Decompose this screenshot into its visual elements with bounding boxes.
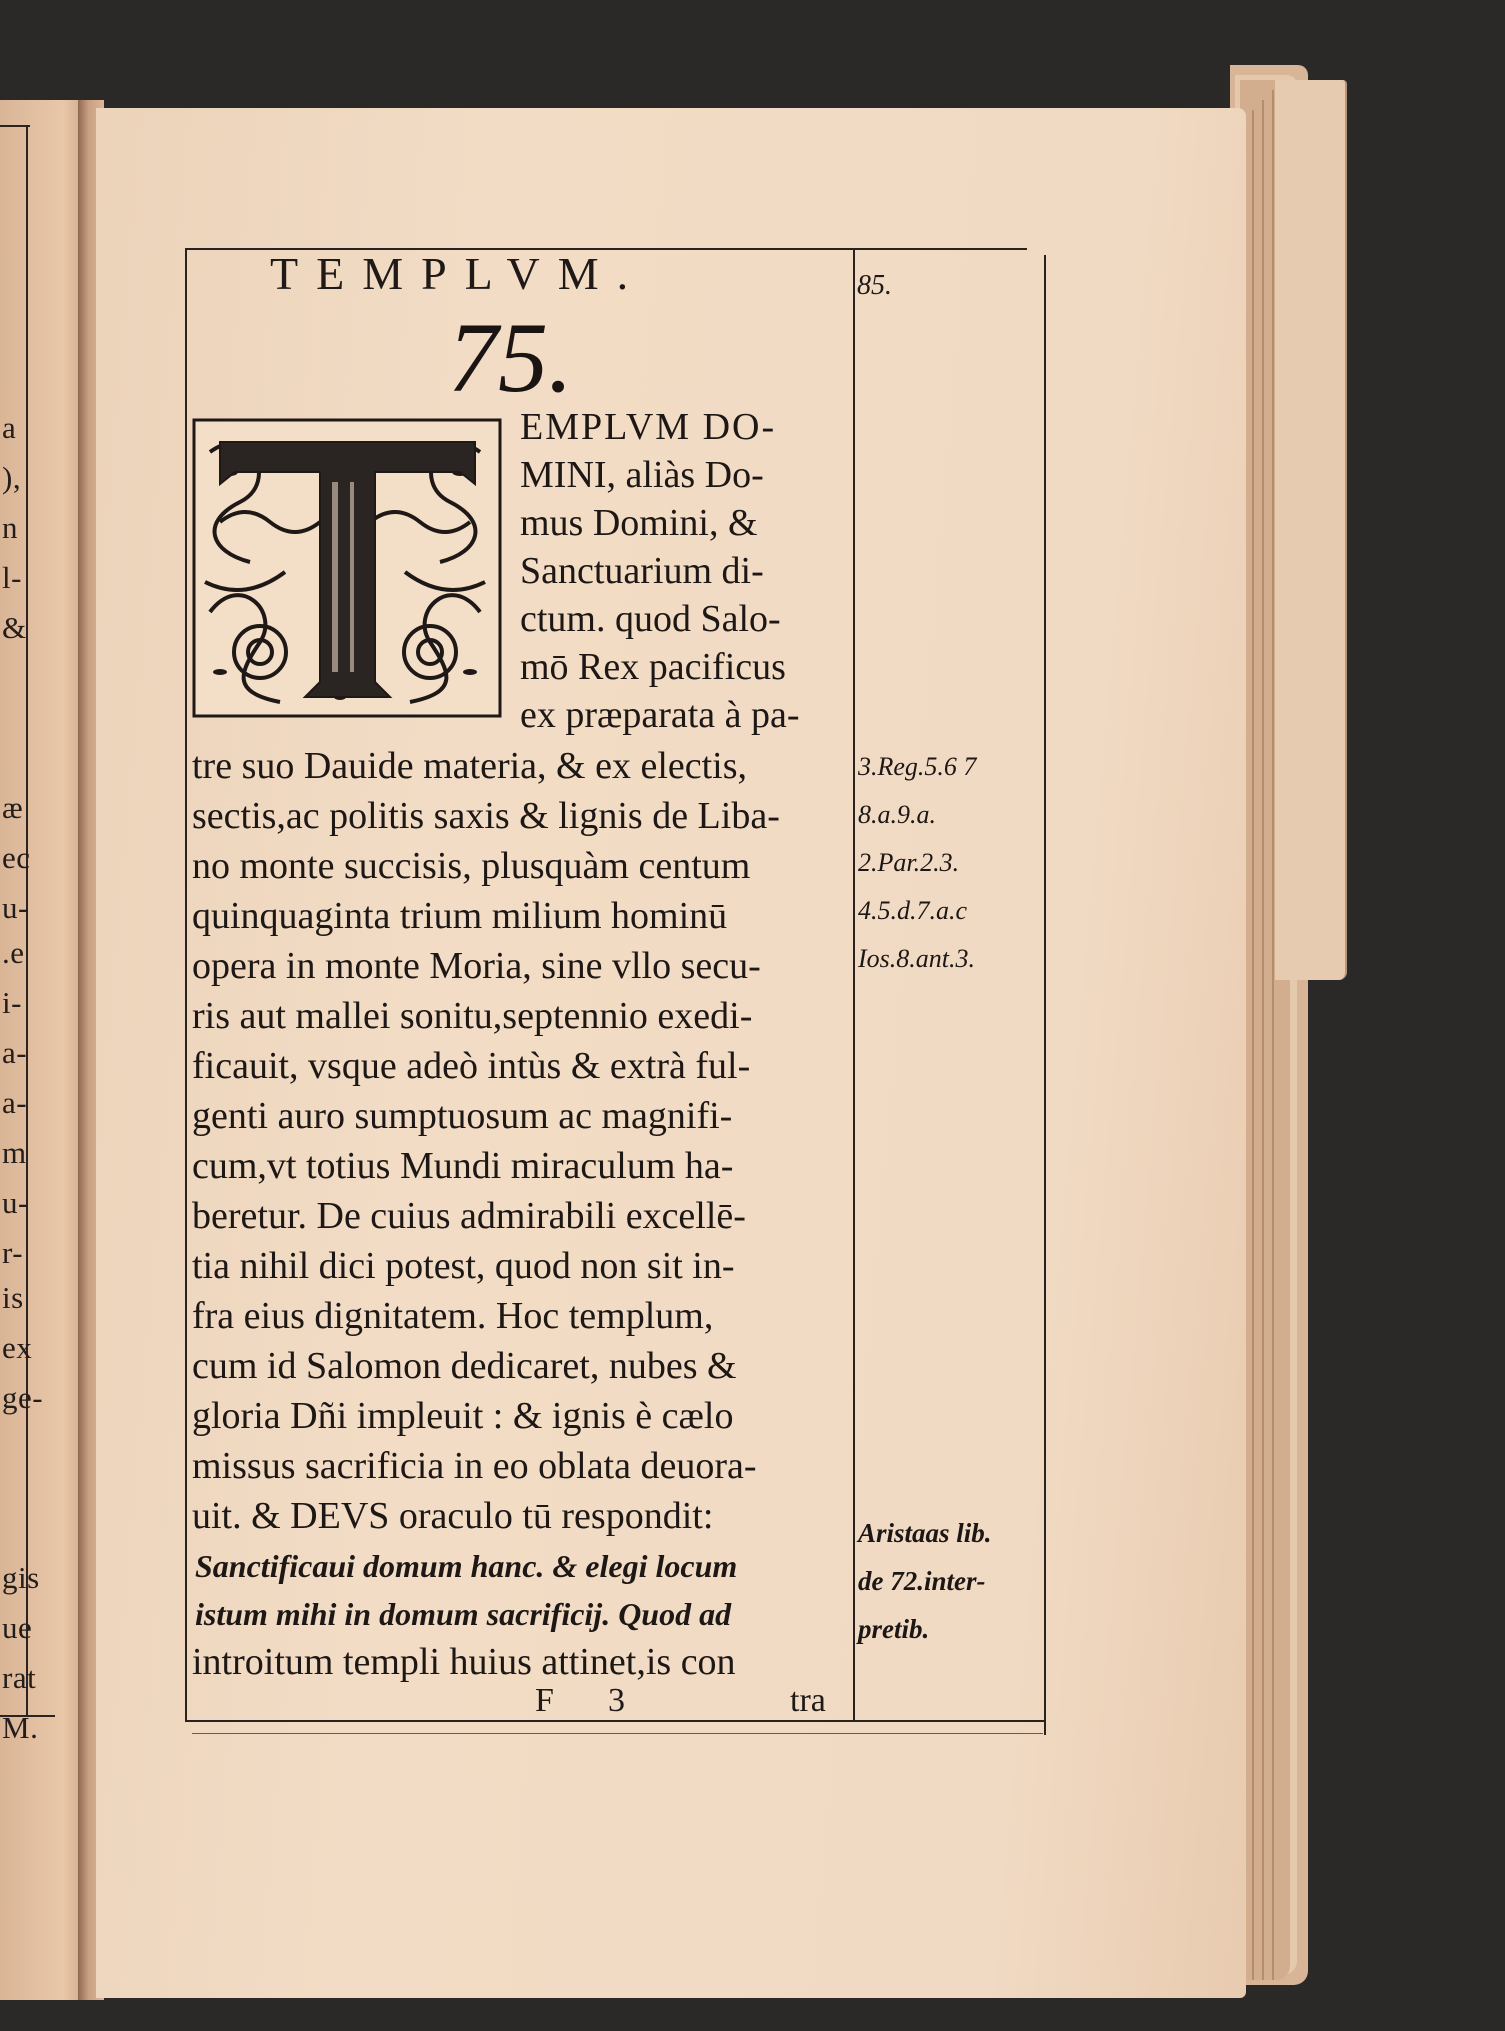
left-page-fragment: .e — [2, 935, 25, 970]
frame-right-rule — [1044, 255, 1046, 1735]
body-line-italic: istum mihi in domum sacrificij. Quod ad — [195, 1596, 732, 1632]
left-page-fragment: rat — [2, 1660, 37, 1695]
left-page-fragment: u- — [2, 1185, 29, 1220]
chapter-number: 75. — [448, 302, 573, 413]
left-page-fragment: i- — [2, 985, 22, 1020]
body-line: mus Domini, & — [520, 502, 758, 544]
margin-reference: 8.a.9.a. — [858, 800, 936, 829]
body-line: cum,vt totius Mundi miraculum ha- — [192, 1145, 734, 1187]
left-page-fragment: m — [2, 1135, 27, 1170]
left-page-fragment: n — [2, 510, 18, 545]
body-line: ris aut mallei sonitu,septennio exedi- — [192, 995, 753, 1037]
left-page-fragment: l- — [2, 560, 22, 595]
frame-inner-rule — [192, 1733, 1043, 1734]
body-line: sectis,ac politis saxis & lignis de Liba- — [192, 795, 780, 837]
catchword: tra — [790, 1682, 826, 1719]
page-number: 85. — [857, 270, 892, 301]
page-edge-line — [1272, 90, 1274, 1980]
margin-reference: 2.Par.2.3. — [858, 848, 960, 877]
left-page-fragment: a- — [2, 1035, 28, 1070]
left-page-fragment: a- — [2, 1085, 28, 1120]
left-page-fragment: u- — [2, 890, 29, 925]
body-line: MINI, aliàs Do- — [520, 454, 764, 496]
page-edge-line — [1262, 100, 1264, 1980]
margin-note-aristeas: de 72.inter- — [858, 1566, 986, 1596]
body-line-italic: Sanctificaui domum hanc. & elegi locum — [195, 1548, 738, 1584]
margin-reference: 4.5.d.7.a.c — [858, 896, 968, 925]
left-page-fragment: ue — [2, 1610, 33, 1645]
bleed-through — [880, 290, 889, 332]
left-page-fragment: ge- — [2, 1380, 44, 1415]
signature-number: 3 — [608, 1682, 625, 1719]
left-page-fragment: æ — [2, 790, 24, 825]
left-page-fragment: ex — [2, 1330, 33, 1365]
left-page-fragment: is — [2, 1280, 24, 1315]
protruding-leaf — [1275, 80, 1347, 980]
body-line: ex præparata à pa- — [520, 694, 800, 736]
left-page-fragment: & — [2, 610, 27, 645]
body-line: no monte succisis, plusquàm centum — [192, 845, 751, 887]
body-line: cum id Salomon dedicaret, nubes & — [192, 1345, 737, 1387]
body-line: tia nihil dici potest, quod non sit in- — [192, 1245, 735, 1287]
body-line: opera in monte Moria, sine vllo secu- — [192, 945, 761, 987]
margin-note-aristeas: Aristaas lib. — [858, 1518, 992, 1548]
left-page-fragment: gis — [2, 1560, 40, 1595]
signature-letter: F — [535, 1682, 554, 1719]
margin-divider-rule — [853, 250, 855, 1722]
body-line: missus sacrificia in eo oblata deuora- — [192, 1445, 757, 1487]
body-line: genti auro sumptuosum ac magnifi- — [192, 1095, 733, 1137]
body-line: gloria Dñi impleuit : & ignis è cælo — [192, 1395, 734, 1437]
body-line: quinquaginta trium milium hominū — [192, 895, 728, 937]
body-line: mō Rex pacificus — [520, 646, 786, 688]
margin-reference: 3.Reg.5.6 7 — [858, 752, 977, 781]
body-line: fra eius dignitatem. Hoc templum, — [192, 1295, 714, 1337]
margin-note-aristeas: pretib. — [858, 1614, 930, 1644]
running-title: TEMPLVM. — [270, 248, 647, 299]
left-page-fragment: M. — [2, 1710, 39, 1745]
body-line: beretur. De cuius admirabili excellē- — [192, 1195, 746, 1237]
left-page-fragment: a — [2, 410, 17, 445]
body-line: tre suo Dauide materia, & ex electis, — [192, 745, 748, 787]
body-line: ficauit, vsque adeò intùs & extrà ful- — [192, 1045, 751, 1087]
body-line: ctum. quod Salo- — [520, 598, 781, 640]
frame-left-rule — [185, 248, 187, 1722]
margin-reference: Ios.8.ant.3. — [858, 944, 975, 973]
body-line: Sanctuarium di- — [520, 550, 764, 592]
decorated-initial-t-icon — [190, 412, 505, 722]
body-line: introitum templi huius attinet,is con — [192, 1641, 736, 1683]
page-edge-line — [1252, 110, 1254, 1980]
body-line: uit. & DEVS oraculo tū respondit: — [192, 1495, 714, 1537]
left-page-fragment: ec — [2, 840, 31, 875]
frame-bottom-rule — [185, 1720, 1045, 1722]
body-line: EMPLVM DO- — [520, 406, 777, 448]
left-page-fragment: ), — [2, 460, 22, 495]
left-page-fragment: r- — [2, 1235, 24, 1270]
